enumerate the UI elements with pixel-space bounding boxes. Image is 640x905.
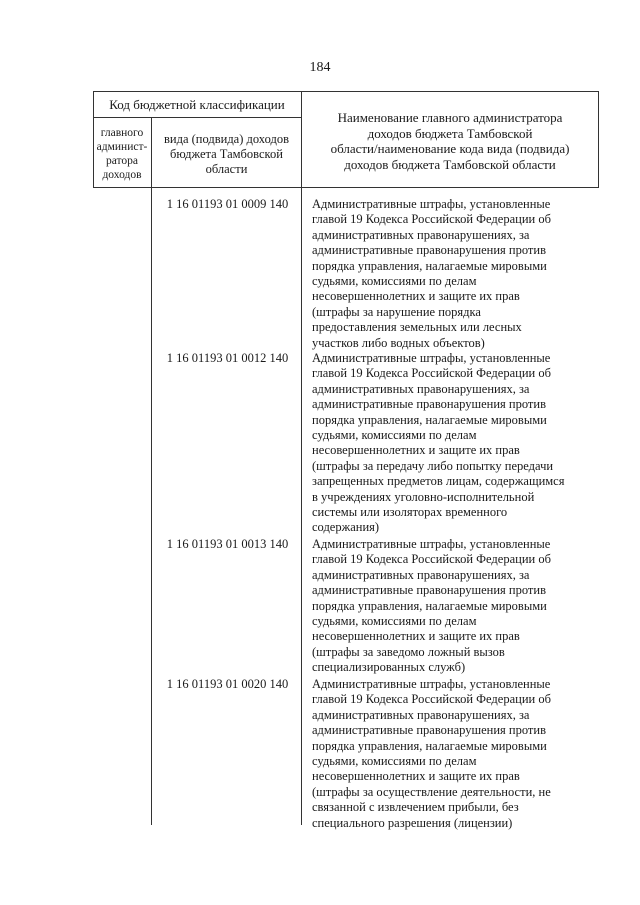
page-number: 184: [309, 60, 331, 75]
description-line: административных правонарушениях, за: [312, 381, 530, 396]
table-top-border: [93, 91, 599, 92]
description-line: главой 19 Кодекса Российской Федерации об: [312, 212, 551, 227]
description-line: порядка управления, налагаемые мировыми: [312, 412, 547, 427]
description-line: (штрафы за заведомо ложный вызов: [312, 644, 505, 659]
header-admin-column: [93, 126, 151, 182]
description-line: системы или изоляторах временного: [312, 505, 508, 520]
description-line: запрещенных предметов лицам, содержащимся: [312, 474, 565, 489]
description-line: несовершеннолетних и защите их прав: [312, 289, 520, 304]
column-divider-admin: [151, 117, 152, 825]
header-admin-line: админист-: [96, 141, 148, 153]
description-line: Административные штрафы, установленные: [312, 537, 551, 551]
description-line: содержания): [312, 520, 380, 535]
row-description: [312, 197, 594, 351]
row-description: [312, 537, 594, 676]
header-bottom-border: [93, 187, 599, 188]
description-line: в учреждениях уголовно-исполнительной: [312, 489, 535, 504]
description-line: главой 19 Кодекса Российской Федерации об: [312, 366, 551, 381]
description-line: административные правонарушения против: [312, 723, 546, 738]
header-name-line: доходов бюджета Тамбовской области: [344, 156, 556, 172]
description-line: административных правонарушениях, за: [312, 707, 530, 722]
header-admin-line: доходов: [102, 169, 142, 181]
description-line: специализированных служб): [312, 660, 466, 675]
header-name-column: [302, 110, 598, 172]
description-line: порядка управления, налагаемые мировыми: [312, 738, 547, 753]
description-line: специального разрешения (лицензии): [312, 815, 513, 830]
description-line: связанной с извлечением прибыли, без: [312, 800, 519, 815]
description-line: административные правонарушения против: [312, 397, 546, 412]
header-income-line: бюджета Тамбовской: [170, 147, 283, 161]
description-line: Административные штрафы, установленные: [312, 677, 551, 691]
header-group-title: Код бюджетной классификации: [109, 97, 285, 112]
description-line: несовершеннолетних и защите их прав: [312, 769, 520, 784]
description-line: Административные штрафы, установленные: [312, 197, 551, 211]
header-name-line: Наименование главного администратора: [337, 110, 563, 125]
description-line: судьями, комиссиями по делам: [312, 428, 477, 443]
header-admin-line: главного: [100, 127, 144, 139]
description-line: судьями, комиссиями по делам: [312, 754, 477, 769]
description-line: (штрафы за нарушение порядка: [312, 304, 481, 319]
column-divider-income: [301, 91, 302, 825]
description-line: предоставления земельных или лесных: [312, 320, 522, 335]
description-line: судьями, комиссиями по делам: [312, 614, 477, 629]
group-header-divider: [93, 117, 301, 118]
description-line: (штрафы за осуществление деятельности, не: [312, 784, 551, 799]
header-admin-line: ратора: [105, 155, 139, 167]
row-description: [312, 351, 594, 536]
description-line: участков либо водных объектов): [312, 335, 485, 350]
header-income-line: области: [205, 162, 248, 176]
description-line: (штрафы за передачу либо попытку передачи: [312, 458, 554, 473]
header-income-column: [152, 132, 301, 177]
description-line: административные правонарушения против: [312, 583, 546, 598]
description-line: несовершеннолетних и защите их прав: [312, 629, 520, 644]
description-line: Административные штрафы, установленные: [312, 351, 551, 365]
header-name-line: доходов бюджета Тамбовской: [367, 125, 533, 141]
table-right-border: [598, 91, 599, 187]
description-line: судьями, комиссиями по делам: [312, 274, 477, 289]
row-description: [312, 677, 594, 831]
description-line: главой 19 Кодекса Российской Федерации об: [312, 692, 551, 707]
description-line: главой 19 Кодекса Российской Федерации об: [312, 552, 551, 567]
description-line: административные правонарушения против: [312, 243, 546, 258]
row-code: 1 16 01193 01 0009 140: [166, 197, 289, 211]
row-code: 1 16 01193 01 0012 140: [166, 351, 289, 365]
description-line: порядка управления, налагаемые мировыми: [312, 258, 547, 273]
header-name-line: области/наименование кода вида (подвида): [330, 141, 570, 156]
header-income-line: вида (подвида) доходов: [164, 132, 289, 146]
description-line: административных правонарушениях, за: [312, 227, 530, 242]
description-line: несовершеннолетних и защите их прав: [312, 443, 520, 458]
row-code: 1 16 01193 01 0013 140: [166, 537, 289, 551]
description-line: порядка управления, налагаемые мировыми: [312, 598, 547, 613]
row-code: 1 16 01193 01 0020 140: [166, 677, 289, 691]
description-line: административных правонарушениях, за: [312, 567, 530, 582]
